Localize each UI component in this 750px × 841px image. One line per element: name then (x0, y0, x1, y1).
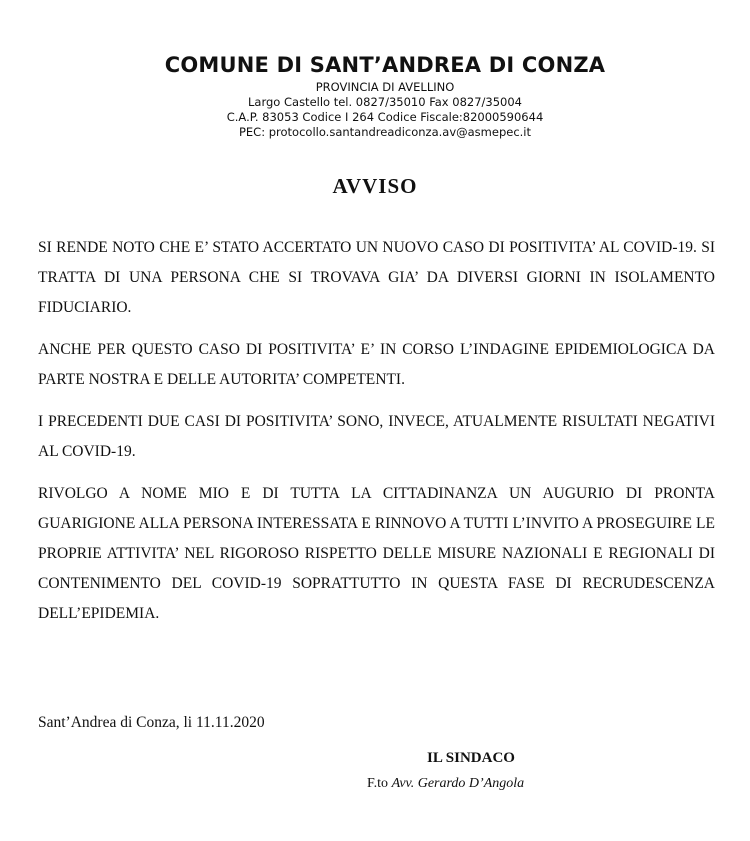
codes-line: C.A.P. 83053 Codice I 264 Codice Fiscale:82000590644 (226, 110, 544, 124)
signature-prefix: F.to (367, 776, 389, 791)
paragraph-1: SI RENDE NOTO CHE E’ STATO ACCERTATO UN NUOVO CASO DI POSITIVITA’ AL COVID-19. SI TRATTA DI UNA PERSONA CHE SI TROVAVA GIA’ DA DIVERSI GIORNI IN ISOLAMENTO FIDUCIARIO. (38, 239, 715, 316)
paragraph-3: I PRECEDENTI DUE CASI DI POSITIVITA’ SONO, INVECE, ATUALMENTE RISULTATI NEGATIVI AL COVID-19. (38, 413, 715, 460)
notice-body (38, 233, 715, 641)
address-line: Largo Castello tel. 0827/35010 Fax 0827/35004 (248, 95, 522, 109)
province-line: PROVINCIA DI AVELLINO (315, 80, 455, 94)
date-line: Sant’Andrea di Conza, li 11.11.2020 (38, 714, 265, 731)
paragraph-2: ANCHE PER QUESTO CASO DI POSITIVITA’ E’ IN CORSO L’INDAGINE EPIDEMIOLOGICA DA PARTE NOSTRA E DELLE AUTORITA’ COMPETENTI. (38, 341, 715, 388)
signature-line (367, 776, 524, 792)
mayor-title: IL SINDACO (427, 750, 515, 766)
pec-line: PEC: protocollo.santandreadiconza.av@asmepec.it (238, 125, 532, 139)
paragraph-4: RIVOLGO A NOME MIO E DI TUTTA LA CITTADINANZA UN AUGURIO DI PRONTA GUARIGIONE ALLA PERSONA INTERESSATA E RINNOVO A TUTTI L’INVITO A PROSEGUIRE LE PROPRIE ATTIVITA’ NEL RIGOROSO RISPETTO DELLE MISURE NAZIONALI E REGIONALI DI CONTENIMENTO DEL COVID-19 SOPRATTUTTO IN QUESTA FASE DI RECRUDESCENZA DELL’EPIDEMIA. (38, 485, 715, 622)
notice-heading: AVVISO (332, 174, 418, 198)
municipality-title: COMUNE DI SANT’ANDREA DI CONZA (164, 53, 606, 77)
letterhead (0, 50, 750, 140)
signature-name: Avv. Gerardo D’Angola (391, 776, 525, 791)
